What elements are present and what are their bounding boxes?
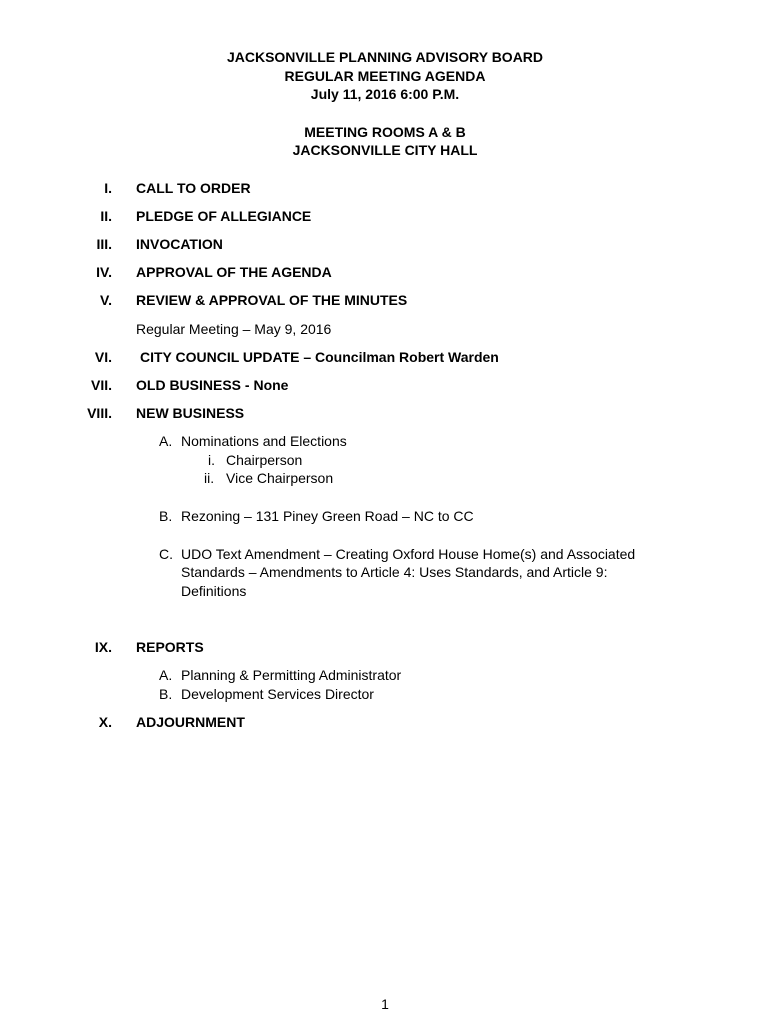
agenda-number: III.	[96, 236, 112, 252]
header-line-1: JACKSONVILLE PLANNING ADVISORY BOARD	[226, 49, 544, 65]
agenda-number: VII.	[90, 377, 112, 393]
list-item-text: Planning & Permitting Administrator	[181, 667, 402, 683]
list-item-text: Standards – Amendments to Article 4: Uses Standards, and Article 9:	[181, 564, 608, 580]
agenda-number: VIII.	[87, 405, 112, 421]
agenda-number: I.	[104, 180, 112, 196]
header-line-5: JACKSONVILLE CITY HALL	[292, 142, 478, 158]
header-line-4: MEETING ROOMS A & B	[304, 124, 466, 140]
agenda-title: CALL TO ORDER	[136, 180, 251, 196]
sublist-item-text: Chairperson	[226, 452, 303, 468]
list-item-label: C.	[159, 546, 173, 562]
list-item-label: B.	[159, 508, 173, 524]
agenda-title: NEW BUSINESS	[136, 405, 245, 421]
header-line-3: July 11, 2016 6:00 P.M.	[310, 86, 460, 102]
agenda-number: V.	[100, 292, 112, 308]
agenda-number: IX.	[94, 639, 112, 655]
list-item-text: Nominations and Elections	[181, 433, 347, 449]
list-item-label: A.	[159, 433, 173, 449]
list-item-label: A.	[159, 667, 173, 683]
list-item-text: Development Services Director	[181, 686, 374, 702]
list-item-label: B.	[159, 686, 173, 702]
list-item-text: Definitions	[181, 583, 247, 599]
agenda-title: APPROVAL OF THE AGENDA	[136, 264, 332, 280]
agenda-title: CITY COUNCIL UPDATE – Councilman Robert Warden	[140, 349, 499, 365]
agenda-number: IV.	[96, 264, 112, 280]
sublist-item-label: i.	[208, 452, 215, 468]
agenda-number: II.	[100, 208, 112, 224]
sublist-item-label: ii.	[204, 470, 215, 486]
header-line-2: REGULAR MEETING AGENDA	[284, 68, 486, 84]
agenda-number: X.	[98, 714, 112, 730]
list-item-text: Rezoning – 131 Piney Green Road – NC to CC	[181, 508, 474, 524]
agenda-title: REVIEW & APPROVAL OF THE MINUTES	[136, 292, 408, 308]
agenda-title: INVOCATION	[136, 236, 223, 252]
agenda-title: ADJOURNMENT	[136, 714, 245, 730]
agenda-title: OLD BUSINESS - None	[136, 377, 289, 393]
minutes-note: Regular Meeting – May 9, 2016	[136, 321, 332, 337]
agenda-title: PLEDGE OF ALLEGIANCE	[136, 208, 312, 224]
agenda-title: REPORTS	[136, 639, 204, 655]
list-item-text: UDO Text Amendment – Creating Oxford House Home(s) and Associated	[181, 546, 636, 562]
page-number: 1	[381, 996, 389, 1012]
sublist-item-text: Vice Chairperson	[226, 470, 334, 486]
agenda-number: VI.	[94, 349, 112, 365]
